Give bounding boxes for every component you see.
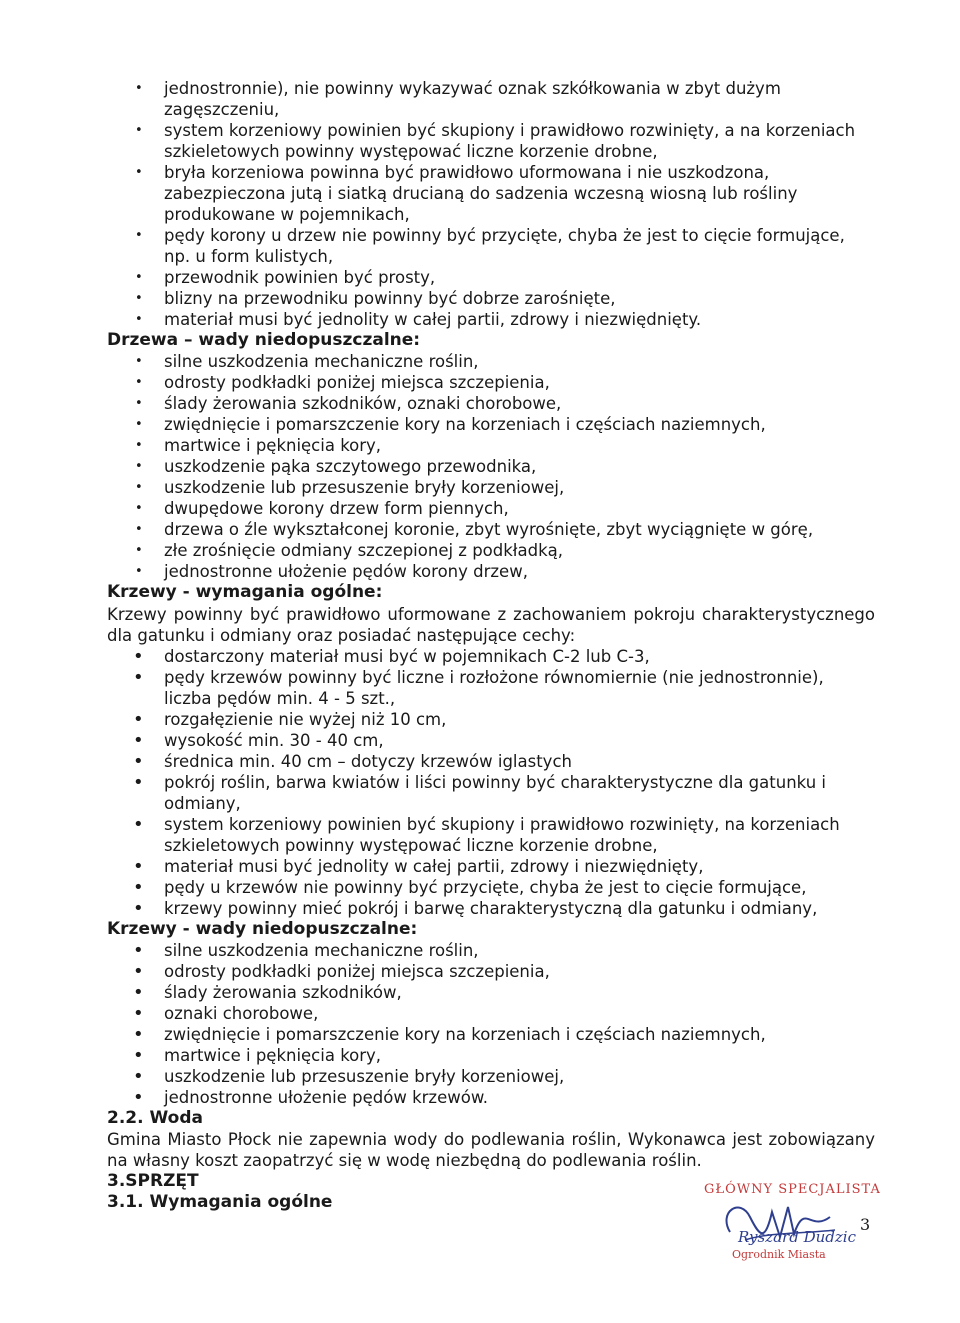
list-item: • ślady żerowania szkodników, oznaki chorobowe, [107, 393, 875, 414]
stamp-name: Ryszard Dudzic [738, 1228, 856, 1246]
list-item: • silne uszkodzenia mechaniczne roślin, [107, 940, 875, 961]
list-item: • system korzeniowy powinien być skupiony i prawidłowo rozwinięty, na korzeniach szkieletowych powinny występować liczne korzenie drobne, [107, 814, 875, 856]
list-item: • materiał musi być jednolity w całej partii, zdrowy i niezwiędnięty, [107, 856, 875, 877]
list-item: • jednostronnie), nie powinny wykazywać oznak szkółkowania w zbyt dużym zagęszczeniu, [107, 78, 875, 120]
list-item: • zwiędnięcie i pomarszczenie kory na korzeniach i częściach naziemnych, [107, 1024, 875, 1045]
list-item: • dwupędowe korony drzew form piennych, [107, 498, 875, 519]
list-item: • silne uszkodzenia mechaniczne roślin, [107, 351, 875, 372]
water-heading: 2.2. Woda [107, 1108, 203, 1128]
page-number: 3 [860, 1215, 871, 1234]
list-item: • pędy korony u drzew nie powinny być przycięte, chyba że jest to cięcie formujące, np. u form kulistych, [107, 225, 875, 267]
list-item: • wysokość min. 30 - 40 cm, [107, 730, 875, 751]
list-item: • pokrój roślin, barwa kwiatów i liści powinny być charakterystyczne dla gatunku i odmiany, [107, 772, 875, 814]
list-item: • martwice i pęknięcia kory, [107, 1045, 875, 1066]
shrubs-requirements-heading: Krzewy - wymagania ogólne: [107, 582, 383, 602]
trees-defects-heading: Drzewa – wady niedopuszczalne: [107, 330, 421, 350]
list-item: • uszkodzenie lub przesuszenie bryły korzeniowej, [107, 477, 875, 498]
list-item: • zwiędnięcie i pomarszczenie kory na korzeniach i częściach naziemnych, [107, 414, 875, 435]
tree-requirements-list-continued [107, 78, 875, 330]
shrubs-defects-list [107, 940, 875, 1108]
equipment-general-heading: 3.1. Wymagania ogólne [107, 1192, 333, 1212]
trees-defects-list [107, 351, 875, 582]
list-item: • system korzeniowy powinien być skupiony i prawidłowo rozwinięty, a na korzeniach szkieletowych powinny występować liczne korzenie drobne, [107, 120, 875, 162]
list-item: • bryła korzeniowa powinna być prawidłowo uformowana i nie uszkodzona, zabezpieczona jutą i siatką drucianą do sadzenia wczesną wiosną lub rośliny produkowane w pojemnikach, [107, 162, 875, 225]
list-item: • dostarczony materiał musi być w pojemnikach C-2 lub C-3, [107, 646, 875, 667]
list-item: • odrosty podkładki poniżej miejsca szczepienia, [107, 961, 875, 982]
equipment-heading: 3.SPRZĘT [107, 1171, 199, 1191]
list-item: • pędy u krzewów nie powinny być przycięte, chyba że jest to cięcie formujące, [107, 877, 875, 898]
list-item: • uszkodzenie pąka szczytowego przewodnika, [107, 456, 875, 477]
list-item: • krzewy powinny mieć pokrój i barwę charakterystyczną dla gatunku i odmiany, [107, 898, 875, 919]
shrubs-defects-heading: Krzewy - wady niedopuszczalne: [107, 919, 418, 939]
shrubs-requirements-list [107, 646, 875, 919]
list-item: • uszkodzenie lub przesuszenie bryły korzeniowej, [107, 1066, 875, 1087]
list-item: • jednostronne ułożenie pędów krzewów. [107, 1087, 875, 1108]
stamp-title: GŁÓWNY SPECJALISTA [704, 1182, 881, 1197]
list-item: • złe zrośnięcie odmiany szczepionej z podkładką, [107, 540, 875, 561]
shrubs-requirements-intro: Krzewy powinny być prawidłowo uformowane z zachowaniem pokroju charakterystycznego dla gatunku i odmiany oraz posiadać następujące cechy: [107, 605, 875, 645]
list-item: • średnica min. 40 cm – dotyczy krzewów iglastych [107, 751, 875, 772]
list-item: • oznaki chorobowe, [107, 1003, 875, 1024]
list-item: • martwice i pęknięcia kory, [107, 435, 875, 456]
water-text: Gmina Miasto Płock nie zapewnia wody do podlewania roślin, Wykonawca jest zobowiązany na własny koszt zaopatrzyć się w wodę niezbędną do podlewania roślin. [107, 1130, 875, 1170]
list-item: • drzewa o źle wykształconej koronie, zbyt wyrośnięte, zbyt wyciągnięte w górę, [107, 519, 875, 540]
list-item: • materiał musi być jednolity w całej partii, zdrowy i niezwiędnięty. [107, 309, 875, 330]
list-item: • ślady żerowania szkodników, [107, 982, 875, 1003]
list-item: • jednostronne ułożenie pędów korony drzew, [107, 561, 875, 582]
list-item: • pędy krzewów powinny być liczne i rozłożone równomiernie (nie jednostronnie), liczba pędów min. 4 - 5 szt., [107, 667, 875, 709]
list-item: • rozgałęzienie nie wyżej niż 10 cm, [107, 709, 875, 730]
list-item: • odrosty podkładki poniżej miejsca szczepienia, [107, 372, 875, 393]
stamp-role: Ogrodnik Miasta [732, 1248, 826, 1261]
list-item: • blizny na przewodniku powinny być dobrze zarośnięte, [107, 288, 875, 309]
list-item: • przewodnik powinien być prosty, [107, 267, 875, 288]
